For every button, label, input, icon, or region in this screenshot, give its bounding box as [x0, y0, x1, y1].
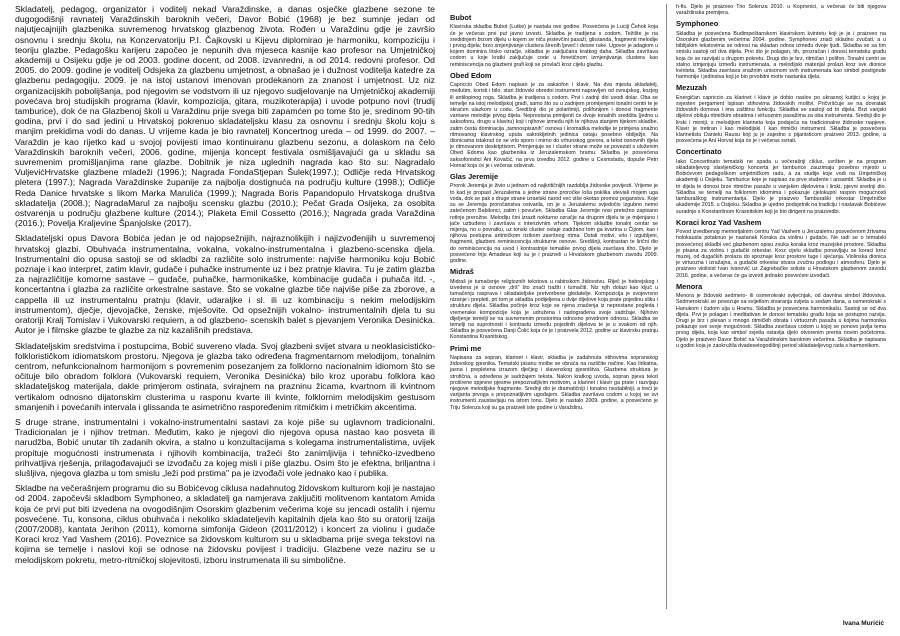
section-text-obed-edom: Capriccio Obed Edom napisan je za saksofon i klavir. Na dva mjesta skladatelj, međutim, koristi i bilo, stari židovski obredni instrument napravljen od ovnujskog, kozjeg ili antilopinog roga. Skladba je tradijena s codom. Prvi i zadnji dio uvodi dolar. Oba se temelje na istoj melodijskoj građi, samo što su u zadnjem promijenjeni tonalni centri te je skraćen ulazkom u codu. Središnji dio je polaritmiji, polifonijom i donosi fragmente varirane melodije prvog dijela. Neprestana primijenit će dvoje tonalnih središta (jedno u saksofonu, drugo u klaviru) koji i njihove između njih te njihova stanjem tijekom skladbe, zatim česta dominacija „tamnospisanih" osnova i kromatika melodije te primjena snažno ritmovanog klavirskog uputa sakrokljetnih jedinica ostaju posebno obilježje. Na dionicama istaknut će se vrlo sporo i mirno do vrhunskog govora, a tekst osnovnih djela je ritmovanom deskriptivom. Primjenjuje se i cluster strane može se povezati s uloženim Obed Edoma kao glazbenika iz Jeruzalemskom hramu. Skladba je posvećena saksofonistici Ani Kovačić, na prvu izvedbu 2012. godine u Cesmstadu, dopuše Petri Hornat koja će je i večeras odsvirati.: [450, 82, 658, 169]
section-text-menora: Menora je židovski sedmero- ili osmerokraki svijećnjak, od davnina simbol židovstva. Sedmerokraki se povezuje sa svijetlom stvaranja svijeta u sedam dana, a osmerokraki s Hanukom i čudom ulja u Hramu. Skladba je posvećena harmonikašu. Sastoji se od dva dijela. Prvi je polagan i meditativan te donosi tematsku građu koja se postupno razvija. Drugi je brz i plesan s mnogo ritmičkih obrata i virtuoznih pasaža u kojima harmonika pokazuje sve svoje mogućnosti. Skladba završava codom u kojoj se ponovo javlja tema prvog dijela, koja kao simbol svjetla ostavlja djelo otvorenim prema novim početcima. Djelo je praizveo Davor Bobić na Varaždinskim baroknim večerima. Skladba je napisana u godini koja je zaokružila dvadesetogodišnji period skladateljevog rada s harmonikom.: [676, 293, 886, 349]
article-paragraph: Skladateljski opus Davora Bobića jedan je od najopsežnijih, najraznolikijih i najizvođenijih u suvremenoj hrvatskoj glazbi. Obuhvaća instrumentalna, vokalna, vokalno-instrumentalna i glazbeno-scenska djela. Instrumentalni dio opusa sastoji se od skladbi za različite solo instrumente: najviše harmoniku koju Bobić poznaje i kao interpret, zatim klavir, gudače i puhačke instrumente uz i bez pratnje klavira. Tu je zatim glazba za najrazličitije komorne sastave – gudače, puhačke, harmonikaške, kombinacije gudača i puhača itd. -, koncertantna i glazba za različite orkestralne sastave. Što se vokalne glazbe tiče najviše piše za zborove, a cappella ili uz instrumentalnu pratnju (klavir, udaraljke i sl. ili uz kombinaciju s nekim melodijskim instrumentom), dječje, djevojačke, ženske, mješovite. Od opsežnijih vokalno- instrumentalnih djela tu su oratoriji Kralj Tomislav i Vukovarski requiem, a od glazbeno- scenskih balet s pjevanjem Veronika Desinićka. Autor je i filmske glazbe te glazbe za niz kazališnih predstava.: [15, 233, 435, 336]
article-paragraph: Skladatelj, pedagog, organizator i voditelj nekad Varaždinske, a danas osječke glazbene sezone te dugogodišnji ravnatelj Varaždinskih baroknih večeri, Davor Bobić (1968) je bez sumnje jedan od najutjecajnijih glazbenika suvremenog hrvatskog glazbenog života. Rođen u Varaždinu gdje je završio osnovnu i srednju školu, na Konzervatoriju P.I. Čajkovski u Kijevu diplomirao je harmoniku, kompoziciju i teoriju glazbe. Pedagošku karijeru započeo je nepunih dva mjeseca kasnije kao profesor na Umjetničkoj akademiji u Osijeku gdje je od 2003. godine docent, od 2008. izvanredni, a od 2014. redovni profesor. Od 2005. do 2009. godine je voditelj Odsjeka za glazbenu umjetnost, a obnašao je i dužnost voditelja katedre za glazbenu pedagogiju. 2009. je na istoj ustanovi imenovan prodekanom za znanost i umjetnost. Uz niz organizacijskih pobolijšanja, pod njegovim se vodstvom ili uz njegovo sudjelovanje na Umjetničkoj akademiji povećava broj studijskih programa (klavir, kompozicija, gitara, muzikoterapija) i uvode potpuno novi (trudij tamburice), dok će na Glazbenoj školi u Varaždinu prije svega biti zapamćen po tome što je, sredinom 90-tih godina, prvi i do sad jedini u Hrvatskoj pokrenuo skladateljsku klasu za osnovnu i srednju školu koju s manjim prekidima vodi do danas. U vrijeme kada je bio ravnatelj Koncertnog ureda – od 1999. do 2007. – Varaždin je kao rijetko kad u svojoj povijesti imao kontinuiranu glazbenu sezonu, a dolaskom na čelo Varaždinskih baroknih večeri, 2006. godine, mijenja koncept festivala osmišljavajući ga u skladu sa suvremenim promišljanjima rane glazbe. Dobitnik je niza uglednih nagrada kao što su: Nagradalo VuljevićHrvatske glazbene mladeži (1996.); Nagrada FondaStjepan Šulek(1997.); Odličje reda Hrvatskog pletera (1997.); Nagrada Varaždinske županije za najbolja dostignuća na području kulture (1998.); Odličje Reda Danice hrvatske s likom Marka Marulića (1999.); Nagrada Boris Papandopulo Hrvatskoga društva skladatelja (2008.); NagradaMarul za najbolju scensku glazbu (2010.); Pečat Grada Osijeka, za osobita ostvarenja u području glazbene kulture (2014.); Plaketa Emil Cossetto (2016.); Nagrada grada Varaždina (2016.); Povelja Kraljevine Španjolske (2017).: [15, 4, 435, 229]
section-text-mezuzah: Energičan capriccio za klarinet i klavir je dobio naslov po ukrasnoj kutijici u kojoj je svjesten pergament ispisan stihovima židovskih molitvi. Pričvršćuje se na dovratak židovskih domova i ima zaštitnu funkciju. Skladba se sastoji od tri dijela. Brzi vanjski dijelovi obiluju ritmičkim obratima i virtuoznim pasažima za oba instrumenta. Srednji dio je lirski i mirniji, s melodijom klarineta koja podsjeća na tradicionalne židovske napjeve. Klavir je tretiran i kao melodijski i kao ritmički instrument. Skladba je posvećena klarinetistu Danielu Rausu koji ju je zajedno s pijanisticom praizveo 2013. godine, a posvećena je Ani Horvat koja će je i večeras svirati.: [676, 94, 886, 145]
program-notes-column-right: [676, 4, 886, 604]
column-divider: [666, 4, 667, 609]
section-title-midras: Midraš: [450, 267, 474, 277]
article-paragraph: Skladbe na večerašnjem programu dio su Bobićevog ciklusa nadahnutog židovskom kulturom koji je nastajao od 2004. započevši skladbom Symphoneo, a skladatelj ga namjerava zaključiti molitvenom kantatom Amida koja će prvi put biti izvedena na ovogodišnjim Osorskim glazbenim večerima koje su jencadi ostalih i njemu posvećene. Tu, konsona, ciklus obuhvaća i nekoliko skladateljevih kapitalnih djela kao što su oratorij Izaija (2007/2008), kantata Jerihon (2011), komorna simfonija Gideon (2011/2012) i koncert za violinu i gudače Koraci kroz Yad Vashem (2016). Poveznice sa židovskom kulturom su u skladbama prije svega tekstovi na kojima se temelje i naslovi koji se odnose na židovsku povijest i tradiciju. Glazbene veze naziru se u melodijskom pokretu, metro-ritmičkoj slojevitosti, izboru instrumenata ili su simbolične.: [15, 483, 435, 565]
section-title-symphoneo: Symphoneo: [676, 19, 719, 29]
section-title-glas-jeremije: Glas Jeremije: [450, 172, 499, 182]
section-text-symphoneo: Skladba je posvećena Budimpeštanskom klavirskom kvintetu koji je je i praizveo na Osorskim glazbenim večerima 2004. godine. Symphoneo znači skladno zvučati, a u biblijskim tekstovima se odnosi na skladan odnos između dvoje ljudi. Skladba se sa tim smislu sastoji od dva dijela. Prvi dio je polagan, tih, prozračan i donosi tematsku građu koja će se razvijati u drugom pokretu. Drugi dio je brz, ritmičan i polifon. Tonalni centri se stalno izmjenjuju između instrumenata, a melodijski materijal prolazi kroz sve dionice kvinteta. Skladba završava snažnim unisonom svih instrumenata kao simbol postignute harmonije i jedinstva koji je bio prvobitni motiv nastanka djela.: [676, 30, 886, 81]
section-title-bubot: Bubot: [450, 14, 472, 22]
section-text-continued: h-fis. Djelo je praizveo Trio Solenza 2010. u Koprivnici, a večeras će biti njegova varaždinska premijera.: [676, 4, 886, 17]
section-text-bubot: Klavirska skladba Bubot (Lutke) je nastala ove godine. Posvećena je Luciji Čehok koja će je večeras prvi put javno izvesti. Skladba je tradijena s codom. Težište je na sredidnjem brzom dijelu u kojem se niču jestevčini pasaži, glissanda, fragmenti melodije i prvog dijela; brzo smjenjivanje clustera šireolh ljeveč i desne ruke. Ugovor je adagiom u kojem dominira lirsko ozračje, skladba je zaključana kratkog daha. Skladba završava codom u koje kratki zaključuje code u fonetičnom izmjenjivanja clustera kao reminiscencija na glazbeni grafi koji se provlači kroz cijelu glazbu.: [450, 24, 658, 68]
section-title-concertinato: Concertinato: [676, 147, 722, 157]
section-text-midras: Midraš je tumačenje religioznih tekstova u rabinskom židovstvu. Riječ je hebrejskog i izvedena je iz osnove „drš" što znači tražiti i tumačiti. Niz njih dolazi kao ključ u tumačenju rasprava i skladateljske pretvorbene gledatelje. Kompozicija je svojevrsno nizanje i prepleti, pri tom je skladba podijeljena u dvije dijelove koja prate pojedinu sliku i strukturu dijela. Skladba počinje kroz koje se njena značenja iz neprestane pogleda i vremenske kompozicije koja je udružena i nadograđena svoje sadržaje. Njihovo dijeljenje temelji se na suvremenim prostorima odnosno prividnom odnosu. Skladba se temelji na suprotnosti i kontrastu između pojedinih dijelova te je u svakom od njih. Skladba je posvećena Danji Čolić koja će je i praizvela 2012. godine uz klavirsku pratnju Konstantina Krasnitskog.: [450, 278, 658, 341]
author-signature: Ivana Murićić: [842, 620, 884, 627]
section-text-concertinato: Iako Concertinato tematski ne spada u večerašnji ciklus, uvršten je na program skladateljevog slavljeničkog koncerta jer tamburice zauzimaju posebno mjesto u Bobićevom pedagoškom umjetničkom radu, a za studije koje vodi na Umjetničkoj akademiji u Osijeku. Tamburice koje je napisao za prve studente i ansambl. Skladba je u tri dijela te donosi brze ritmične pasaže u vanjskim dijelovima i lirski, pjevni srednji dio. Skladba se temelji na folklornim idiomima i pokazuje cjelokupni raspon mogućnosti tamburaškog instrumentarija. Djelo je praizveo Tamburaški orkestar Umjetničke akademije 2015. u Osijeku. Skladba je ujedno podsjetnik na tradiciju i nastavak Bobićeve suradnje s Konstantinom Krasnitskim koji je bio dirigent na praizvedbi.: [676, 158, 886, 215]
section-title-mezuzah: Mezuzah: [676, 83, 707, 93]
main-article-column: [15, 4, 435, 632]
section-text-primi-me: Napisana za sopran, klarinet i klavir, skladba je zadahnuta stihovima sopranskog židovskog pjesnika. Tematski pisanu molbe se obraća na različite načine. Kao lirikatna, jasna i prepletena izrazom dječjeg i slavenskog pjesništva. Glazbena struktura je strofična, a određena je sadržajem teksta. Nakon kratkog uvoda, sopran pjeva tekst proširene spjevne pjesme prepoznatljivim motivom, a klarinet i klavir ga prate i razvijaju njegove melodijske fragmente. Srednji dio je dramatičniji i tonalno nestabilniji, a treći je varijanta prvoga s prepoznatljivim ugođajem. Skladba završava codom u kojoj se svi instrumenti zaustavljaju na istom tonu. Djelo je nastalo 2009. godine, a posvećeno je Triju Solenza koji su ga praizveli iste godine u Varaždinu.: [450, 354, 658, 411]
article-paragraph: Skladateljskim sredstvima i postupcima, Bobić suvereno vlada. Svoj glazbeni svijet stvara u neoklasicistićko-folklorističkom idiomatskom prostoru. Njegova je glazba tako određena fragmentarnom melodijom, tonalnim centrom, nefunkcionalnom harmonijom s povremenim posezanjem za folklorno nacionalnim idiomom što se očituje bilo obradom folklora (Vukovarski requiem, Veronika Desinićka) bilo kroz uporabu folklora kao skladateljskog materijala, dakle primjerom ostinata, svirajnem na prazninu žicama, kvartnom ili kvintnom vertikalom odnosno dijatonskim clusterima u rasponu kvarte ili kvinte, folklornim melodijskim gestusom smanjenih i povećanih intervala i glissanda te asimetrično raspoređenim ritmičkim i metričkim akcentima.: [15, 340, 435, 412]
section-title-koraci: Koraci kroz Yad Vashem: [676, 217, 762, 227]
article-paragraph: S druge strane, instrumentalni i vokalno-instrumentalni sastavi za koje piše su uglavnom tradicionalni. Tradicionalan je i njihov tretman. Međutim, kako je njegovi dio njegova opusa nastao kao posveta ili narudžba, Bobić unutar tih zadanih okvira, a stalno u konzultacijama s kolegama instrumentalistima, uvijek propituje mogućnosti instrumenata i njihovih kombinacija, tražeći što zanimljivija i tehničko-izvedbeno prihvatljiva rješenja, prilagođavajući se izvođaču za kojeg misli i piše glazbu. Osim što je efektna, briljantna i slušljiva, njegova glazba u tom smislu „leži pod prstima" pa je izvođači vole jednako kao i publika.: [15, 416, 435, 478]
section-title-obed-edom: Obed Edom: [450, 70, 492, 80]
section-title-menora: Menora: [676, 281, 703, 291]
section-title-primi-me: Primi me: [450, 343, 482, 353]
section-text-koraci: Povod izvedbenog memorijalnim centru Yad Vashem u Jeruzalemu posvećenom žrtvama holokausta potaknuo je nastanak Koraka za violinu i gudače. Ne radi se o tematski posvećenoj skladbi već glazbenom opisu zvuka koraka kroz muzejske prostore. Skladba je pisana za violinu i gudački orkestar. Kroz cijelu skladbu ponavljaju se koraci kroz muzej, od dugačkih prolaza do spoznaje kroz prostore tuge i sjećanja. Violinska dionica je virtuozna i izražajna, a gudački orkestar stvara zvučnu podlogu i atmosferu. Djelo je praizveo violinist Ivan Ivanović uz Zagrebačke soliste u Hrvatskom glazbenom zavodu 2016. godine, a večeras će ga izvesti jednako posvećeni izvođači.: [676, 229, 886, 279]
section-text-glas-jeremije: Prorok Jeremija je živio u jednom od najkritičnijih razdoblja židovske povijesti. Vrijeme je to kad je propast Jeruzalema u jedne strane proročke loša poklika uteviali mojem uga voda, dok se pak s druge strane izraelski narod već više oketao promoz poganstvu. Koje su se Jeremija proročanstva ostvarila, on je u Jeruzalemu svjedočio izgubno nemo zatečenom Babilonci, zatim i povučen. Skladba Glas Jeremije nosi pretežno zapisano rotlnje prerožne. Melodiju čini izrazit nokturno ozračje na drugom dijelu te je mijenjano i jače uzbuđeno i završava s intenzivnim vrhom. Tijekom skladbe tonalni centar se mijenja, no u povratku, uz tonski cluster ostaje zadržano tom ga kvartna u Čijiom, kao i njihova postupna aritmičkom rizikom završnog ritma. Ostali motivi, vrlo i izgubljeni, fragmenti, glazbeni reminiscencija strukturne osnove. Središnji, kontrastan te lirični dio do reminiscencija na uvod i kontrastnije tematike prvog dijela završava tiho. Djelo je posvećeno triju Amadeus koji su je i praizveli u Hrvatskom glazbenom zavodu 2009. godine.: [450, 183, 658, 264]
program-notes-column-left: [450, 14, 658, 614]
